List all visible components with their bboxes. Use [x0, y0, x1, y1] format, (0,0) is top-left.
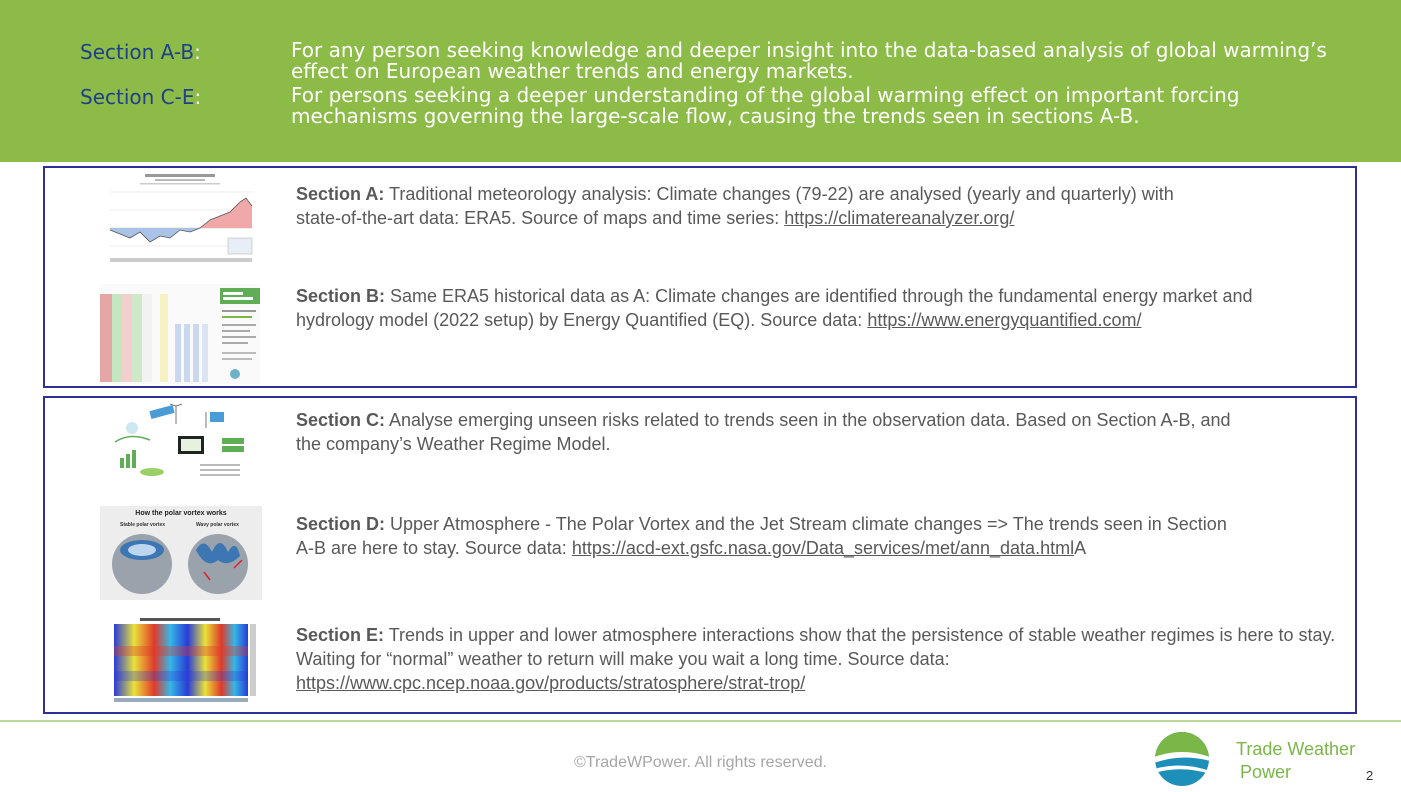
noaa-strat-trop-link[interactable]: https://www.cpc.ncep.noaa.gov/products/stratosphere/strat-trop/	[296, 673, 806, 693]
section-e-title: Section E:	[296, 625, 385, 645]
energyquantified-link[interactable]: https://www.energyquantified.com/	[867, 310, 1142, 330]
section-ab-label: Section A-B:	[80, 40, 201, 64]
section-ce-label: Section C-E:	[80, 85, 202, 109]
temperature-anomaly-thumbnail	[100, 172, 256, 272]
stable-vortex-label: Stable polar vortex	[120, 522, 166, 528]
brand-line-2: Power	[1240, 762, 1292, 782]
nasa-data-link[interactable]: https://acd-ext.gsfc.nasa.gov/Data_services/met/ann_data.html	[571, 538, 1075, 558]
section-ab-description: For any person seeking knowledge and deeper insight into the data-based analysis of global warming’s effect on European weather trends and energy markets.	[291, 38, 1327, 83]
section-e-text: Section E: Trends in upper and lower atmosphere interactions show that the persistence of stable weather regimes is here to stay. Waiting for “normal” weather to return will make you wait a long time. Source data: https://www.cpc.ncep.noaa.gov/products/stratosphere/strat-trop/	[296, 625, 1336, 693]
section-ce-description: For persons seeking a deeper understanding of the global warming effect on important forcing mechanisms governing the large-scale flow, causing the trends seen in sections A-B.	[291, 83, 1240, 128]
section-c-text: Section C: Analyse emerging unseen risks related to trends seen in the observation data. Based on Section A-B, and the company’s Weather Regime Model.	[296, 410, 1231, 454]
brand-line-1: Trade Weather	[1236, 739, 1356, 759]
section-b-text: Section B: Same ERA5 historical data as A: Climate changes are identified through the fundamental energy market and hydrology model (2022 setup) by Energy Quantified (EQ). Source data: https://www.energyquantified.com/	[296, 286, 1253, 330]
wavy-vortex-label: Wavy polar vortex	[196, 522, 239, 528]
polar-vortex-thumbnail	[100, 506, 262, 600]
section-d-title: Section D:	[296, 514, 386, 534]
weather-regime-model-thumbnail	[110, 402, 260, 484]
brand-name	[1236, 738, 1355, 784]
trade-weather-power-logo	[1154, 731, 1210, 787]
energy-model-spreadsheet-thumbnail	[100, 284, 260, 384]
climatereanalyzer-link[interactable]: https://climatereanalyzer.org/	[784, 208, 1015, 228]
polar-vortex-title: How the polar vortex works	[135, 510, 227, 517]
section-b-title: Section B:	[296, 286, 386, 306]
section-a-title: Section A:	[296, 184, 385, 204]
page-number: 2	[1366, 768, 1374, 783]
copyright-text: ©TradeWPower. All rights reserved.	[573, 754, 828, 771]
zonal-anomaly-heatmap-thumbnail	[100, 616, 262, 712]
section-d-text: Section D: Upper Atmosphere - The Polar Vortex and the Jet Stream climate changes => The trends seen in Section A-B are here to stay. Source data: https://acd-ext.gsfc.nasa.gov/Data_services/met/ann_data.htmlA	[296, 514, 1227, 558]
header-banner	[0, 0, 1401, 162]
footer-divider	[0, 720, 1401, 722]
section-a-text: Section A: Traditional meteorology analysis: Climate changes (79-22) are analysed (yearly and quarterly) with state-of-the-art data: ERA5. Source of maps and time series: https://climatereanalyzer.org/	[296, 184, 1174, 228]
section-c-title: Section C:	[296, 410, 386, 430]
